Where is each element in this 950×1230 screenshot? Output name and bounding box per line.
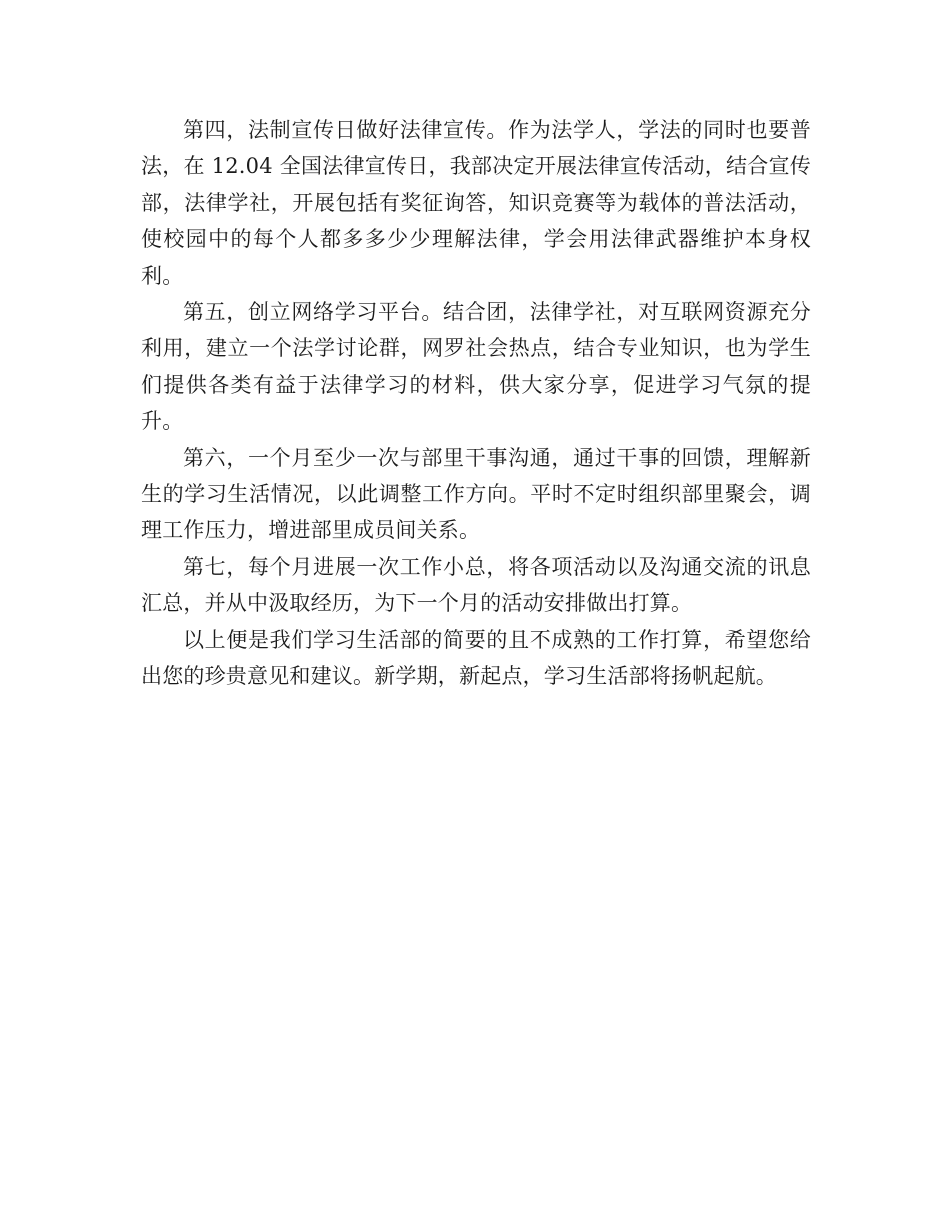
document-body [141,112,811,695]
paragraph-online-platform: 第五，创立网络学习平台。结合团，法律学社，对互联网资源充分利用，建立一个法学讨论群，网罗社会热点，结合专业知识，也为学生们提供各类有益于法律学习的材料，供大家分享，促进学习气氛的提升。 [141,300,811,434]
paragraph-staff-communication: 第六，一个月至少一次与部里干事沟通，通过干事的回馈，理解新生的学习生活情况，以此调整工作方向。平时不定时组织部里聚会，调理工作压力，增进部里成员间关系。 [141,445,811,543]
paragraph-law-publicity: 第四，法制宣传日做好法律宣传。作为法学人，学法的同时也要普法，在 12.04 全国法律宣传日，我部决定开展法律宣传活动，结合宣传部，法律学社，开展包括有奖征询答，知识竞赛等为载体的普法活动，使校园中的每个人都多多少少理解法律，学会用法律武器维护本身权利。 [141,118,811,288]
paragraph-monthly-summary: 第七，每个月进展一次工作小总，将各项活动以及沟通交流的讯息汇总，并从中汲取经历，为下一个月的活动安排做出打算。 [141,554,811,616]
paragraph-closing: 以上便是我们学习生活部的简要的且不成熟的工作打算，希望您给出您的珍贵意见和建议。新学期，新起点，学习生活部将扬帆起航。 [141,627,811,689]
